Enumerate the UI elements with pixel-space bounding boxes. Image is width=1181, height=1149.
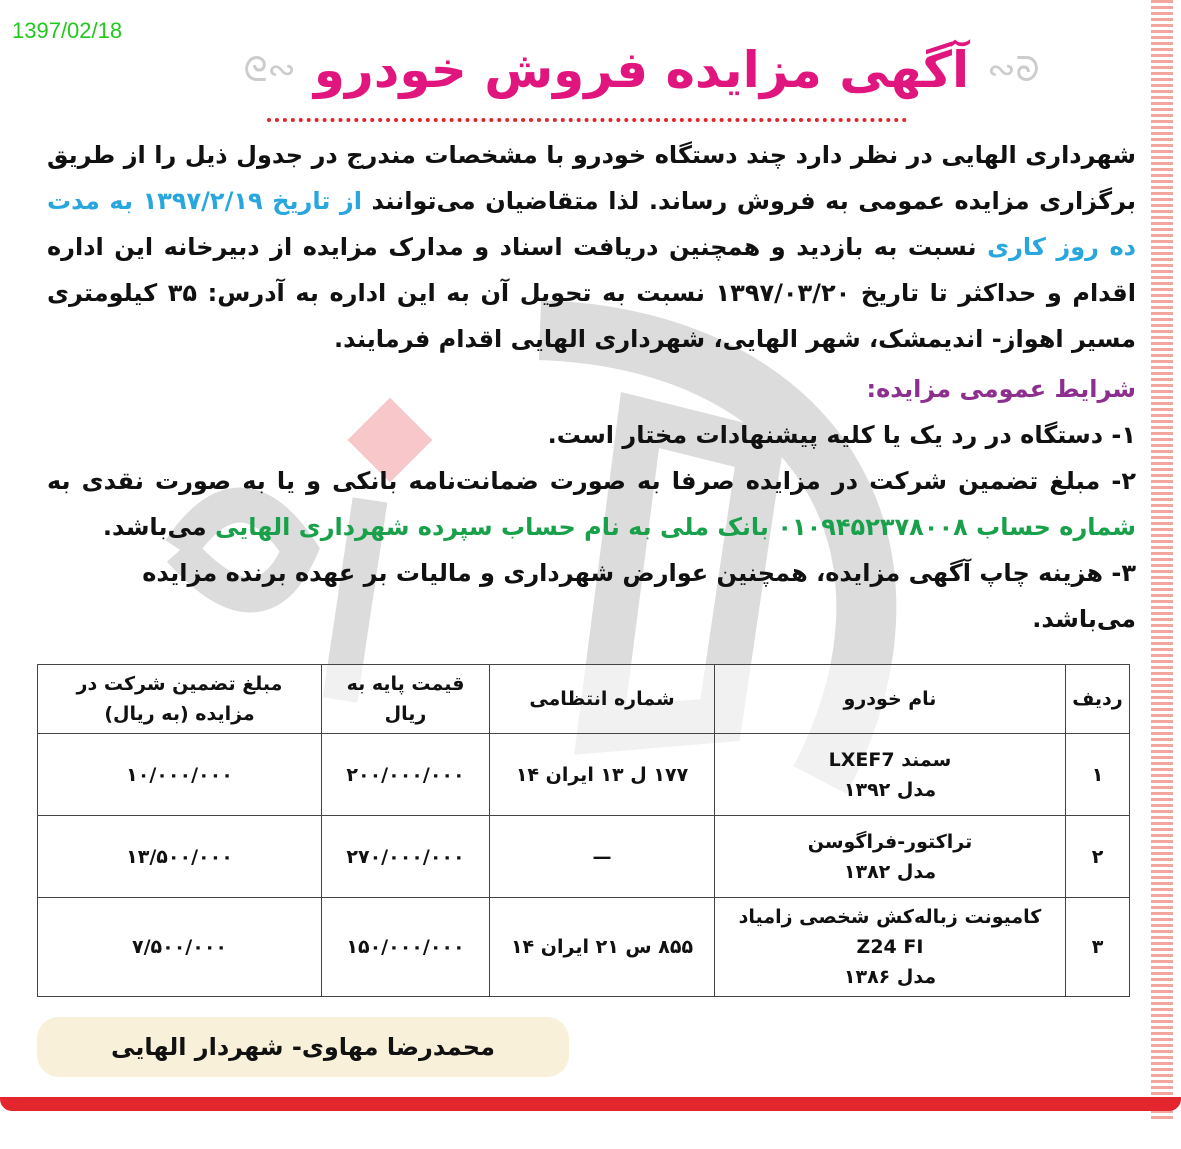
conditions-heading: شرایط عمومی مزایده: xyxy=(866,375,1136,403)
condition-3: ۳- هزینه چاپ آگهی مزایده، همچنین عوارض شهرداری و مالیات بر عهده برنده مزایده می‌باشد. xyxy=(142,559,1136,633)
condition-1: ۱- دستگاه در رد یک یا کلیه پیشنهادات مختار است. xyxy=(547,421,1136,449)
vehicle-cell xyxy=(715,734,1066,816)
col-header-base-price: قیمت پایه به ریال xyxy=(322,665,490,734)
col-header-deposit: مبلغ تضمین شرکت در مزایده (به ریال) xyxy=(38,665,322,734)
table-row xyxy=(38,816,1130,898)
divider xyxy=(267,118,907,122)
vehicle-cell xyxy=(715,816,1066,898)
plate-number: ۸۵۵ س ۲۱ ایران ۱۴ xyxy=(490,898,715,997)
condition-2 xyxy=(47,458,1136,550)
row-number: ۳ xyxy=(1066,898,1130,997)
account-highlight: شماره حساب ۰۱۰۹۴۵۲۳۷۸۰۰۸ بانک ملی به نام حساب سپرده شهرداری الهایی xyxy=(214,513,1136,541)
deposit: ۱۳/۵۰۰/۰۰۰ xyxy=(38,816,322,898)
table-header xyxy=(38,665,1130,734)
ornament-icon: ∾ᘐ xyxy=(987,50,1040,90)
condition-2-text: ۲- مبلغ تضمین شرکت در مزایده صرفا به صورت ضمانت‌نامه بانکی و یا به صورت نقدی به xyxy=(47,467,1136,495)
row-number: ۱ xyxy=(1066,734,1130,816)
row-number: ۲ xyxy=(1066,816,1130,898)
col-header-row: ردیف xyxy=(1066,665,1130,734)
date-highlight: از تاریخ ۱۳۹۷/۲/۱۹ به مدت ده روز کاری xyxy=(47,187,1136,261)
bottom-border xyxy=(0,1097,1181,1111)
table-row xyxy=(38,734,1130,816)
vehicle-name: سمند LXEF7 xyxy=(828,748,952,771)
ornament-icon: ᘓ∾ xyxy=(243,50,296,90)
plate-number: — xyxy=(490,816,715,898)
vehicles-table xyxy=(37,664,1130,997)
col-header-name: نام خودرو xyxy=(715,665,1066,734)
intro-text: شهرداری الهایی در نظر دارد چند دستگاه خودرو با مشخصات مندرج در جدول ذیل را از طریق برگزاری مزایده عمومی به فروش رساند. لذا متقاضیان می‌توانند xyxy=(47,141,1137,215)
plate-number: ۱۷۷ ل ۱۳ ایران ۱۴ xyxy=(490,734,715,816)
col-header-plate: شماره انتظامی xyxy=(490,665,715,734)
base-price: ۱۵۰/۰۰۰/۰۰۰ xyxy=(322,898,490,997)
deposit: ۷/۵۰۰/۰۰۰ xyxy=(38,898,322,997)
title-row xyxy=(37,30,1136,110)
base-price: ۲۷۰/۰۰۰/۰۰۰ xyxy=(322,816,490,898)
conditions-section xyxy=(37,366,1136,642)
condition-2-end: می‌باشد. xyxy=(102,513,215,541)
intro-text-continued: نسبت به بازدید و همچنین دریافت اسناد و مدارک مزایده از دبیرخانه این اداره اقدام و حداکثر تا تاریخ ۱۳۹۷/۰۳/۲۰ نسبت به تحویل آن به این اداره به آدرس: ۳۵ کیلومتری مسیر اهواز- اندیمشک، شهر الهایی، شهرداری الهایی اقدام فرمایند. xyxy=(47,233,1136,353)
page-title: آگهی مزایده فروش خودرو xyxy=(313,41,970,99)
signature: محمدرضا مهاوی- شهردار الهایی xyxy=(37,1017,569,1077)
intro-paragraph xyxy=(37,132,1136,362)
publish-date: 1397/02/18 xyxy=(12,18,123,43)
vehicle-name: کامیونت زباله‌کش شخصی زامیاد Z24 FI xyxy=(738,906,1042,958)
vehicle-model: مدل ۱۳۸۶ xyxy=(843,966,937,988)
vehicle-model: مدل ۱۳۹۲ xyxy=(843,778,937,801)
deposit: ۱۰/۰۰۰/۰۰۰ xyxy=(38,734,322,816)
vehicle-name: تراکتور-فراگوسن xyxy=(807,830,973,853)
base-price: ۲۰۰/۰۰۰/۰۰۰ xyxy=(322,734,490,816)
vehicle-cell xyxy=(715,898,1066,997)
table-row xyxy=(38,898,1130,997)
vehicle-model: مدل ۱۳۸۲ xyxy=(843,860,937,883)
